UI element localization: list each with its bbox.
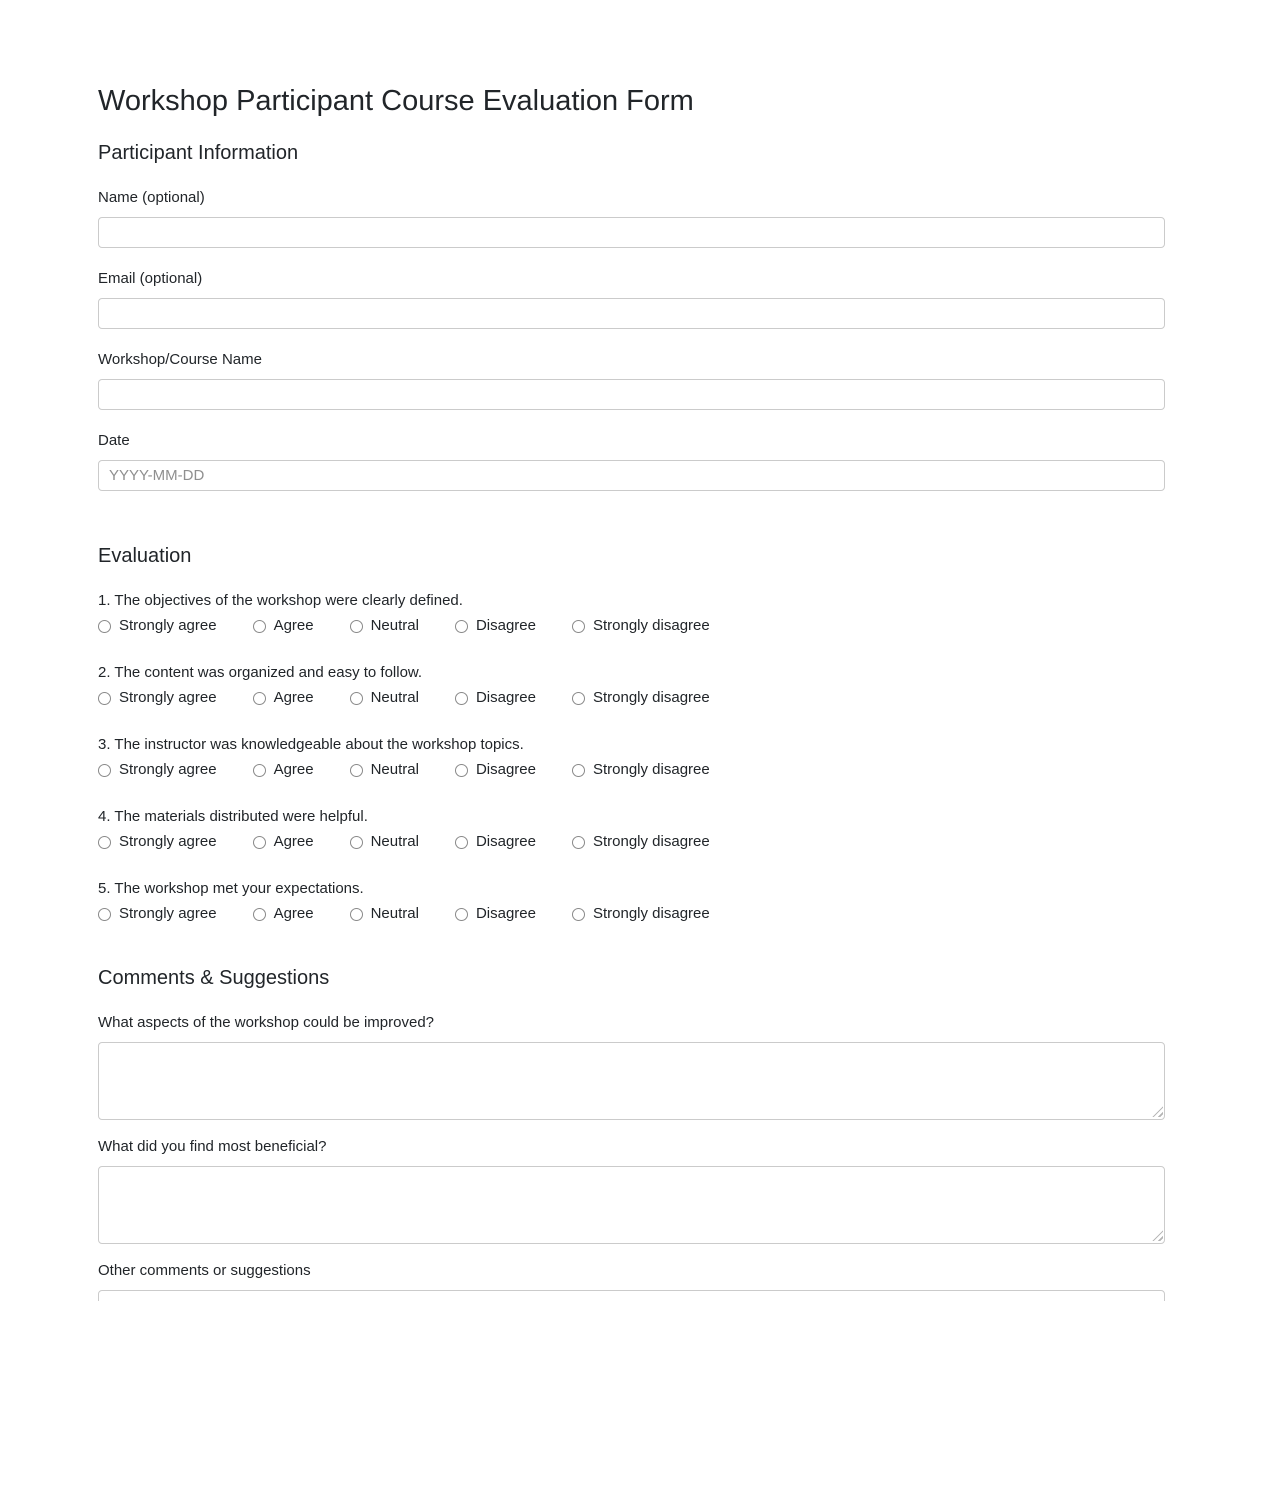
radio-option-label: Neutral xyxy=(370,761,419,779)
name-label: Name (optional) xyxy=(98,189,205,207)
radio-option-label: Strongly disagree xyxy=(592,833,710,851)
radio-option-label: Agree xyxy=(273,833,314,851)
radio-option-label: Neutral xyxy=(370,833,419,851)
q1-strongly-disagree-radio[interactable] xyxy=(572,620,585,633)
question-1-text: 1. The objectives of the workshop were clearly defined. xyxy=(98,592,463,610)
q5-disagree-radio[interactable] xyxy=(455,908,468,921)
form-container xyxy=(98,0,1165,1301)
q1-option-strongly-disagree[interactable] xyxy=(572,617,710,635)
radio-option-label: Disagree xyxy=(475,905,536,923)
q5-agree-radio[interactable] xyxy=(253,908,266,921)
q3-option-agree[interactable] xyxy=(253,761,314,779)
question-5-options xyxy=(98,905,1165,923)
q1-disagree-radio[interactable] xyxy=(455,620,468,633)
radio-option-label: Neutral xyxy=(370,905,419,923)
field-workshop-course-name xyxy=(98,351,1165,410)
q3-strongly-disagree-radio[interactable] xyxy=(572,764,585,777)
question-5 xyxy=(98,880,1165,923)
q2-agree-radio[interactable] xyxy=(253,692,266,705)
page-title: Workshop Participant Course Evaluation Form xyxy=(98,85,694,117)
email-label: Email (optional) xyxy=(98,270,203,288)
radio-option-label: Disagree xyxy=(475,833,536,851)
q5-option-neutral[interactable] xyxy=(350,905,419,923)
radio-option-label: Disagree xyxy=(475,689,536,707)
most-beneficial-textarea-wrap xyxy=(98,1166,1165,1244)
q2-option-disagree[interactable] xyxy=(455,689,536,707)
workshop-course-name-input[interactable] xyxy=(98,379,1165,410)
radio-option-label: Strongly agree xyxy=(119,617,217,635)
radio-option-label: Neutral xyxy=(370,617,419,635)
radio-option-label: Disagree xyxy=(475,617,536,635)
radio-option-label: Strongly agree xyxy=(119,761,217,779)
q3-disagree-radio[interactable] xyxy=(455,764,468,777)
q3-option-strongly-agree[interactable] xyxy=(98,761,217,779)
field-name xyxy=(98,189,1165,248)
workshop-course-name-label: Workshop/Course Name xyxy=(98,351,262,369)
question-5-text: 5. The workshop met your expectations. xyxy=(98,880,364,898)
q4-neutral-radio[interactable] xyxy=(350,836,363,849)
q2-option-strongly-agree[interactable] xyxy=(98,689,217,707)
question-2-text: 2. The content was organized and easy to follow. xyxy=(98,664,423,682)
q4-option-disagree[interactable] xyxy=(455,833,536,851)
date-label: Date xyxy=(98,432,130,450)
q4-agree-radio[interactable] xyxy=(253,836,266,849)
section-heading-participant-information: Participant Information xyxy=(98,142,299,165)
section-heading-comments-suggestions: Comments & Suggestions xyxy=(98,967,330,990)
other-comments-label: Other comments or suggestions xyxy=(98,1262,311,1280)
most-beneficial-label: What did you find most beneficial? xyxy=(98,1138,327,1156)
q3-option-disagree[interactable] xyxy=(455,761,536,779)
radio-option-label: Strongly agree xyxy=(119,689,217,707)
q3-option-neutral[interactable] xyxy=(350,761,419,779)
q3-option-strongly-disagree[interactable] xyxy=(572,761,710,779)
q5-option-strongly-disagree[interactable] xyxy=(572,905,710,923)
q3-strongly-agree-radio[interactable] xyxy=(98,764,111,777)
question-3 xyxy=(98,736,1165,779)
q5-option-disagree[interactable] xyxy=(455,905,536,923)
q5-option-agree[interactable] xyxy=(253,905,314,923)
radio-option-label: Strongly disagree xyxy=(592,761,710,779)
other-comments-textarea[interactable] xyxy=(98,1290,1165,1301)
q1-option-agree[interactable] xyxy=(253,617,314,635)
question-2 xyxy=(98,664,1165,707)
radio-option-label: Strongly disagree xyxy=(592,617,710,635)
improvements-label: What aspects of the workshop could be improved? xyxy=(98,1014,435,1032)
radio-option-label: Strongly agree xyxy=(119,833,217,851)
q1-option-strongly-agree[interactable] xyxy=(98,617,217,635)
q5-option-strongly-agree[interactable] xyxy=(98,905,217,923)
field-other-comments xyxy=(98,1262,1165,1301)
q2-strongly-agree-radio[interactable] xyxy=(98,692,111,705)
q2-option-strongly-disagree[interactable] xyxy=(572,689,710,707)
radio-option-label: Agree xyxy=(273,761,314,779)
q1-agree-radio[interactable] xyxy=(253,620,266,633)
question-3-options xyxy=(98,761,1165,779)
q4-option-strongly-disagree[interactable] xyxy=(572,833,710,851)
q5-neutral-radio[interactable] xyxy=(350,908,363,921)
radio-option-label: Neutral xyxy=(370,689,419,707)
question-3-text: 3. The instructor was knowledgeable about the workshop topics. xyxy=(98,736,524,754)
radio-option-label: Disagree xyxy=(475,761,536,779)
q1-option-neutral[interactable] xyxy=(350,617,419,635)
q4-option-neutral[interactable] xyxy=(350,833,419,851)
q4-disagree-radio[interactable] xyxy=(455,836,468,849)
q3-agree-radio[interactable] xyxy=(253,764,266,777)
q4-option-agree[interactable] xyxy=(253,833,314,851)
radio-option-label: Strongly disagree xyxy=(592,689,710,707)
question-1-options xyxy=(98,617,1165,635)
question-1 xyxy=(98,592,1165,635)
radio-option-label: Agree xyxy=(273,689,314,707)
field-date xyxy=(98,432,1165,491)
q4-strongly-disagree-radio[interactable] xyxy=(572,836,585,849)
q4-option-strongly-agree[interactable] xyxy=(98,833,217,851)
field-email xyxy=(98,270,1165,329)
date-input[interactable] xyxy=(98,460,1165,491)
q1-option-disagree[interactable] xyxy=(455,617,536,635)
q2-disagree-radio[interactable] xyxy=(455,692,468,705)
question-4-text: 4. The materials distributed were helpful. xyxy=(98,808,368,826)
q2-option-neutral[interactable] xyxy=(350,689,419,707)
question-4-options xyxy=(98,833,1165,851)
q1-strongly-agree-radio[interactable] xyxy=(98,620,111,633)
improvements-textarea-wrap xyxy=(98,1042,1165,1120)
q3-neutral-radio[interactable] xyxy=(350,764,363,777)
q5-strongly-disagree-radio[interactable] xyxy=(572,908,585,921)
most-beneficial-textarea[interactable] xyxy=(98,1166,1165,1244)
radio-option-label: Strongly disagree xyxy=(592,905,710,923)
other-comments-textarea-wrap xyxy=(98,1290,1165,1301)
radio-option-label: Agree xyxy=(273,617,314,635)
section-heading-evaluation: Evaluation xyxy=(98,545,192,568)
q2-neutral-radio[interactable] xyxy=(350,692,363,705)
radio-option-label: Strongly agree xyxy=(119,905,217,923)
question-2-options xyxy=(98,689,1165,707)
radio-option-label: Agree xyxy=(273,905,314,923)
q4-strongly-agree-radio[interactable] xyxy=(98,836,111,849)
improvements-textarea[interactable] xyxy=(98,1042,1165,1120)
q5-strongly-agree-radio[interactable] xyxy=(98,908,111,921)
q1-neutral-radio[interactable] xyxy=(350,620,363,633)
name-input[interactable] xyxy=(98,217,1165,248)
field-most-beneficial xyxy=(98,1138,1165,1244)
email-input[interactable] xyxy=(98,298,1165,329)
q2-strongly-disagree-radio[interactable] xyxy=(572,692,585,705)
question-4 xyxy=(98,808,1165,851)
field-improvements xyxy=(98,1014,1165,1120)
q2-option-agree[interactable] xyxy=(253,689,314,707)
